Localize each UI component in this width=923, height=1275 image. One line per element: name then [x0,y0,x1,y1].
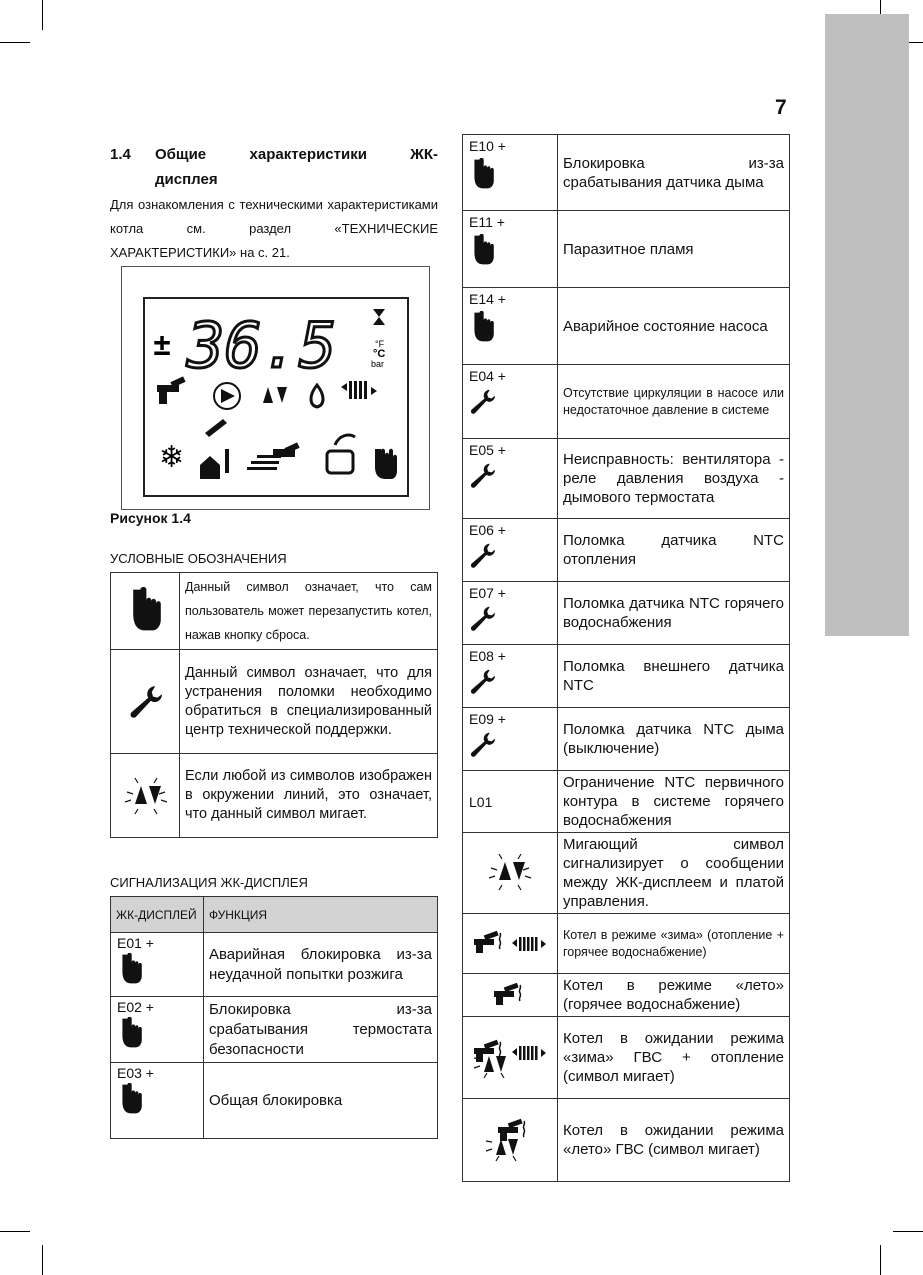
blinking-symbol-icon [121,774,171,818]
plus-minus-icon: ± [153,328,172,363]
table-row [463,974,790,1017]
crop-mark [42,0,43,30]
table-row [463,645,790,708]
table-row [111,1063,438,1139]
error-code: L01 [469,793,493,810]
table-row [463,365,790,439]
function-text: Поломка датчика NTC отопления [558,519,790,582]
tap-radiator-icon [247,442,300,470]
error-code: E08 + [469,648,506,664]
error-code: E07 + [469,585,506,601]
legend-icon-cell [111,573,180,650]
error-code-cell [463,582,558,645]
unit-f: °F [375,339,385,349]
table-row [463,1017,790,1099]
lcd-figure [121,266,430,510]
unit-bar: bar [371,359,385,369]
legend-text: Если любой из символов изображен в окружении линий, это означает, что данный символ мигает. [180,754,438,838]
function-text: Неисправность: вентилятора - реле давления воздуха - дымового термостата [558,439,790,519]
legend-icon-cell [111,754,180,838]
error-code: E11 + [469,214,505,230]
legend-row [111,573,438,650]
wrench-icon [469,605,495,631]
error-code-cell [463,914,558,974]
wrench-icon [469,388,495,414]
legend-text: Данный символ означает, что для устранения поломки необходимо обратиться в специализированный центр технической поддержки. [180,650,438,754]
error-code: E03 + [117,1065,154,1081]
crop-mark [0,42,30,43]
winter-standby-icon [470,1028,550,1084]
legend-row [111,754,438,838]
crop-mark [0,1231,30,1232]
table-row [463,519,790,582]
error-code: E09 + [469,711,506,727]
table-row [463,582,790,645]
hand-icon [117,1017,143,1049]
radiator-icon [341,381,377,399]
error-code: E02 + [117,999,154,1015]
crop-mark [880,1245,881,1275]
table-row [463,135,790,211]
table-row [463,771,790,833]
table-row [463,1099,790,1182]
error-code-cell [463,288,558,365]
function-text: Котел в режиме «лето» (горячее водоснабжение) [558,974,790,1017]
table-row [463,833,790,914]
crop-mark [42,1245,43,1275]
wrench-icon [469,542,495,568]
error-code: E01 + [117,935,154,951]
error-code: E04 + [469,368,506,384]
house-icon [200,456,220,479]
blinking-symbol-icon [485,850,535,894]
function-text: Паразитное пламя [558,211,790,288]
col-function-header: ФУНКЦИЯ [204,897,438,933]
error-code-cell [463,1099,558,1182]
function-text: Блокировка из-за срабатывания датчика дыма [558,135,790,211]
error-code-cell [463,1017,558,1099]
function-text: Поломка датчика NTC горячего водоснабжения [558,582,790,645]
legend-heading: УСЛОВНЫЕ ОБОЗНАЧЕНИЯ [110,551,287,566]
signals-heading: СИГНАЛИЗАЦИЯ ЖК-ДИСПЛЕЯ [110,875,308,890]
lcd-digits: 36.5 [187,309,337,382]
error-code-cell [463,439,558,519]
error-code-cell [463,771,558,833]
error-code-cell [111,997,204,1063]
crop-mark [893,1231,923,1232]
function-text: Аварийная блокировка из-за неудачной попытки розжига [204,933,438,997]
wrench-icon [469,462,495,488]
snowflake-icon: ❄ [159,441,185,474]
tap-icon [157,376,186,404]
triangles-icon [263,387,287,403]
function-text: Аварийное состояние насоса [558,288,790,365]
function-text: Поломка внешнего датчика NTC [558,645,790,708]
col-display-header: ЖК-ДИСПЛЕЙ [111,897,204,933]
phone-icon [335,435,355,445]
error-code-cell [463,519,558,582]
hand-icon [375,449,397,479]
error-code-cell [463,211,558,288]
wrench-icon [469,668,495,694]
error-code-cell [463,708,558,771]
error-code: E14 + [469,291,506,307]
hand-icon [126,587,162,633]
table-row [111,933,438,997]
function-text: Отсутствие циркуляции в насосе или недостаточное давление в системе [558,365,790,439]
hand-icon [469,311,495,343]
error-code-cell [111,933,204,997]
signals-table [110,896,438,1139]
hand-icon [469,158,495,190]
function-text: Котел в ожидании режима «зима» ГВС + отопление (символ мигает) [558,1017,790,1099]
signals-table-continued [462,134,790,1182]
table-row [463,211,790,288]
section-title-line2: дисплея [155,171,218,188]
remote-icon [327,451,353,473]
table-row [111,997,438,1063]
legend-icon-cell [111,650,180,754]
page-number: 7 [775,96,787,119]
legend-table [110,572,438,838]
function-text: Поломка датчика NTC дыма (выключение) [558,708,790,771]
function-text: Общая блокировка [204,1063,438,1139]
table-row [463,288,790,365]
error-code-cell [111,1063,204,1139]
unit-c: °C [373,348,386,360]
wrench-icon [128,684,162,718]
intro-paragraph: Для ознакомления с техническими характеристиками котла см. раздел «ТЕХНИЧЕСКИЕ ХАРАКТЕРИСТИКИ» на с. 21. [110,197,438,260]
error-code: E06 + [469,522,506,538]
error-code-cell [463,974,558,1017]
table-row [463,708,790,771]
summer-standby-icon [482,1111,538,1167]
error-code-cell [463,135,558,211]
error-code: E10 + [469,138,506,154]
error-code: E05 + [469,442,506,458]
function-text: Блокировка из-за срабатывания термостата безопасности [204,997,438,1063]
flame-icon [311,385,323,407]
section-title-line1: Общие характеристики ЖК- [155,146,438,163]
lcd-display [143,297,409,497]
error-code-cell [463,833,558,914]
summer-mode-icon [492,979,528,1009]
signals-header-row [111,897,438,933]
hand-icon [117,1083,143,1115]
table-row [463,439,790,519]
hand-icon [469,234,495,266]
error-code-cell [463,365,558,439]
function-text: Котел в ожидании режима «лето» ГВС (символ мигает) [558,1099,790,1182]
function-text: Ограничение NTC первичного контура в системе горячего водоснабжения [558,771,790,833]
figure-caption: Рисунок 1.4 [110,510,191,526]
legend-row [111,650,438,754]
small-wrench-icon [205,419,227,437]
legend-text: Данный символ означает, что сам пользователь может перезапустить котел, нажав кнопку сброса. [180,573,438,650]
section-number: 1.4 [110,146,131,163]
side-tab [825,14,909,636]
error-code-cell [463,645,558,708]
winter-mode-icon [472,927,548,957]
lcd-symbols [145,299,407,495]
hourglass-icon [373,309,385,325]
wrench-icon [469,731,495,757]
hand-icon [117,953,143,985]
table-row [463,914,790,974]
function-text: Мигающий символ сигнализирует о сообщении между ЖК-дисплеем и платой управления. [558,833,790,914]
function-text: Котел в режиме «зима» (отопление + горячее водоснабжение) [558,914,790,974]
